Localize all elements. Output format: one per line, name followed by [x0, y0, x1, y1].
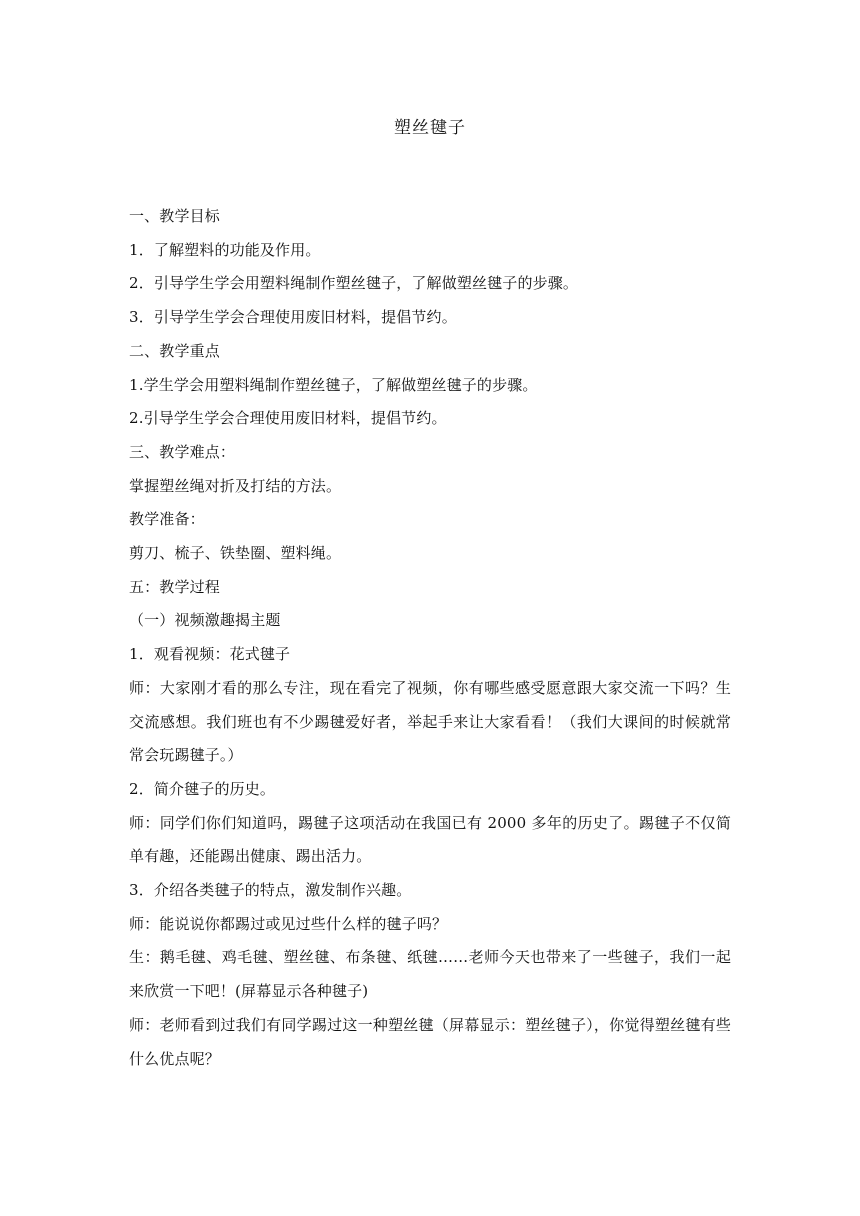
teacher-paragraph-1: 师：大家刚才看的那么专注，现在看完了视频，你有哪些感受愿意跟大家交流一下吗？生交流感想。我们班也有不少踢毽爱好者，举起手来让大家看看！（我们大课间的时候就常常会玩踢毽子。） [129, 678, 731, 765]
teacher-paragraph-2: 师：同学们你们知道吗，踢毽子这项活动在我国已有 2000 多年的历史了。踢毽子不仅简单有趣，还能踢出健康、踢出活力。 [129, 813, 731, 866]
key-point-2: 2.引导学生学会合理使用废旧材料，提倡节约。 [129, 409, 447, 428]
teacher-question: 师：能说说你都踢过或见过些什么样的毽子吗？ [129, 914, 448, 933]
key-point-1: 1.学生学会用塑料绳制作塑丝毽子，了解做塑丝毽子的步骤。 [129, 375, 538, 394]
teacher-paragraph-3: 师：老师看到过我们有同学踢过这一种塑丝毽（屏幕显示：塑丝毽子），你觉得塑丝毽有些什么优点呢？ [129, 1015, 731, 1068]
document-title: 塑丝毽子 [394, 118, 466, 138]
process-step-2: 2．简介毽子的历史。 [129, 779, 276, 798]
process-step-3: 3．介绍各类毽子的特点，激发制作兴趣。 [129, 881, 412, 900]
heading-key-points: 二、教学重点 [129, 341, 220, 360]
heading-preparation: 教学准备： [129, 510, 205, 529]
objective-3: 3．引导学生学会合理使用废旧材料，提倡节约。 [129, 308, 457, 327]
student-paragraph: 生：鹅毛毽、鸡毛毽、塑丝毽、布条毽、纸毽……老师今天也带来了一些毽子，我们一起来欣赏一下吧！(屏幕显示各种毽子) [129, 948, 731, 1001]
heading-difficulties: 三、教学难点： [129, 442, 236, 461]
document-body [129, 200, 731, 1076]
preparation-text: 剪刀、梳子、铁垫圈、塑料绳。 [129, 544, 342, 563]
heading-objectives: 一、教学目标 [129, 207, 220, 225]
process-section-1: （一）视频激趣揭主题 [129, 611, 281, 630]
process-step-1: 1．观看视频：花式毽子 [129, 645, 291, 664]
objective-1: 1．了解塑料的功能及作用。 [129, 240, 321, 259]
objective-2: 2．引导学生学会用塑料绳制作塑丝毽子，了解做塑丝毽子的步骤。 [129, 274, 579, 293]
difficulty-text: 掌握塑丝绳对折及打结的方法。 [129, 476, 342, 495]
heading-process: 五：教学过程 [129, 577, 220, 596]
